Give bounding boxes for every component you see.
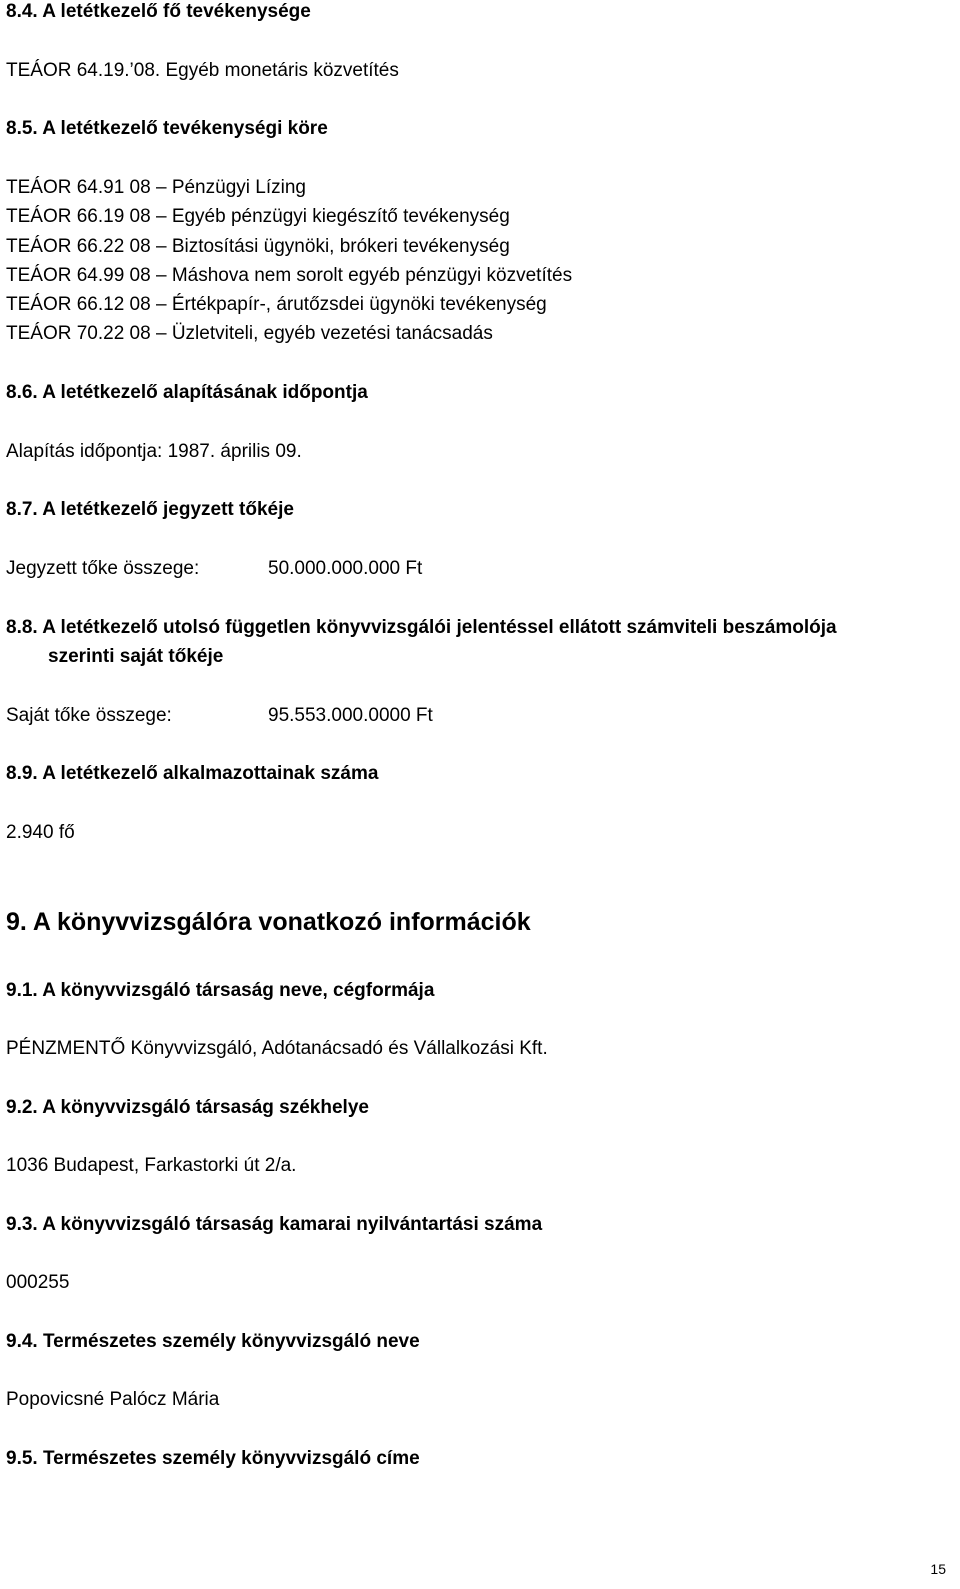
heading-9: 9. A könyvvizsgálóra vonatkozó információk: [6, 908, 531, 936]
heading-9-5: 9.5. Természetes személy könyvvizsgáló címe: [6, 1448, 420, 1469]
heading-9-3: 9.3. A könyvvizsgáló társaság kamarai nyilvántartási száma: [6, 1214, 543, 1235]
heading-8-6: 8.6. A letétkezelő alapításának időpontja: [6, 382, 368, 403]
auditor-person-name: Popovicsné Palócz Mária: [6, 1389, 220, 1410]
page-number: 15: [930, 1561, 946, 1577]
founding-date: Alapítás időpontja: 1987. április 09.: [6, 441, 302, 462]
activity-item: TEÁOR 64.99 08 – Máshova nem sorolt egyéb pénzügyi közvetítés: [6, 265, 573, 286]
heading-8-9: 8.9. A letétkezelő alkalmazottainak száma: [6, 763, 379, 784]
equity-value: 95.553.000.0000 Ft: [268, 705, 433, 726]
activity-item: TEÁOR 66.12 08 – Értékpapír-, árutőzsdei ügynöki tevékenység: [6, 294, 547, 315]
heading-8-8: 8.8. A letétkezelő utolsó független könyvvizsgálói jelentéssel ellátott számviteli beszámolója: [6, 617, 837, 638]
heading-9-4: 9.4. Természetes személy könyvvizsgáló neve: [6, 1331, 420, 1352]
activity-item: TEÁOR 70.22 08 – Üzletviteli, egyéb vezetési tanácsadás: [6, 323, 493, 344]
auditor-registry-number: 000255: [6, 1272, 70, 1293]
auditor-firm-name: PÉNZMENTŐ Könyvvizsgáló, Adótanácsadó és Vállalkozási Kft.: [6, 1038, 548, 1059]
heading-9-1: 9.1. A könyvvizsgáló társaság neve, cégformája: [6, 980, 435, 1001]
activity-item: TEÁOR 64.91 08 – Pénzügyi Lízing: [6, 177, 306, 198]
heading-8-4: 8.4. A letétkezelő fő tevékenysége: [6, 1, 311, 22]
activity-item: TEÁOR 66.22 08 – Biztosítási ügynöki, brókeri tevékenység: [6, 236, 510, 257]
activity-item: TEÁOR 66.19 08 – Egyéb pénzügyi kiegészítő tevékenység: [6, 206, 510, 227]
heading-8-5: 8.5. A letétkezelő tevékenységi köre: [6, 118, 328, 139]
heading-8-7: 8.7. A letétkezelő jegyzett tőkéje: [6, 499, 294, 520]
registered-capital-value: 50.000.000.000 Ft: [268, 558, 423, 579]
auditor-firm-address: 1036 Budapest, Farkastorki út 2/a.: [6, 1155, 297, 1176]
heading-8-8-cont: szerinti saját tőkéje: [48, 646, 224, 667]
employee-count: 2.940 fő: [6, 822, 75, 843]
main-activity: TEÁOR 64.19.’08. Egyéb monetáris közvetítés: [6, 60, 399, 81]
heading-9-2: 9.2. A könyvvizsgáló társaság székhelye: [6, 1097, 369, 1118]
registered-capital-label: Jegyzett tőke összege:: [6, 558, 200, 579]
equity-label: Saját tőke összege:: [6, 705, 172, 726]
